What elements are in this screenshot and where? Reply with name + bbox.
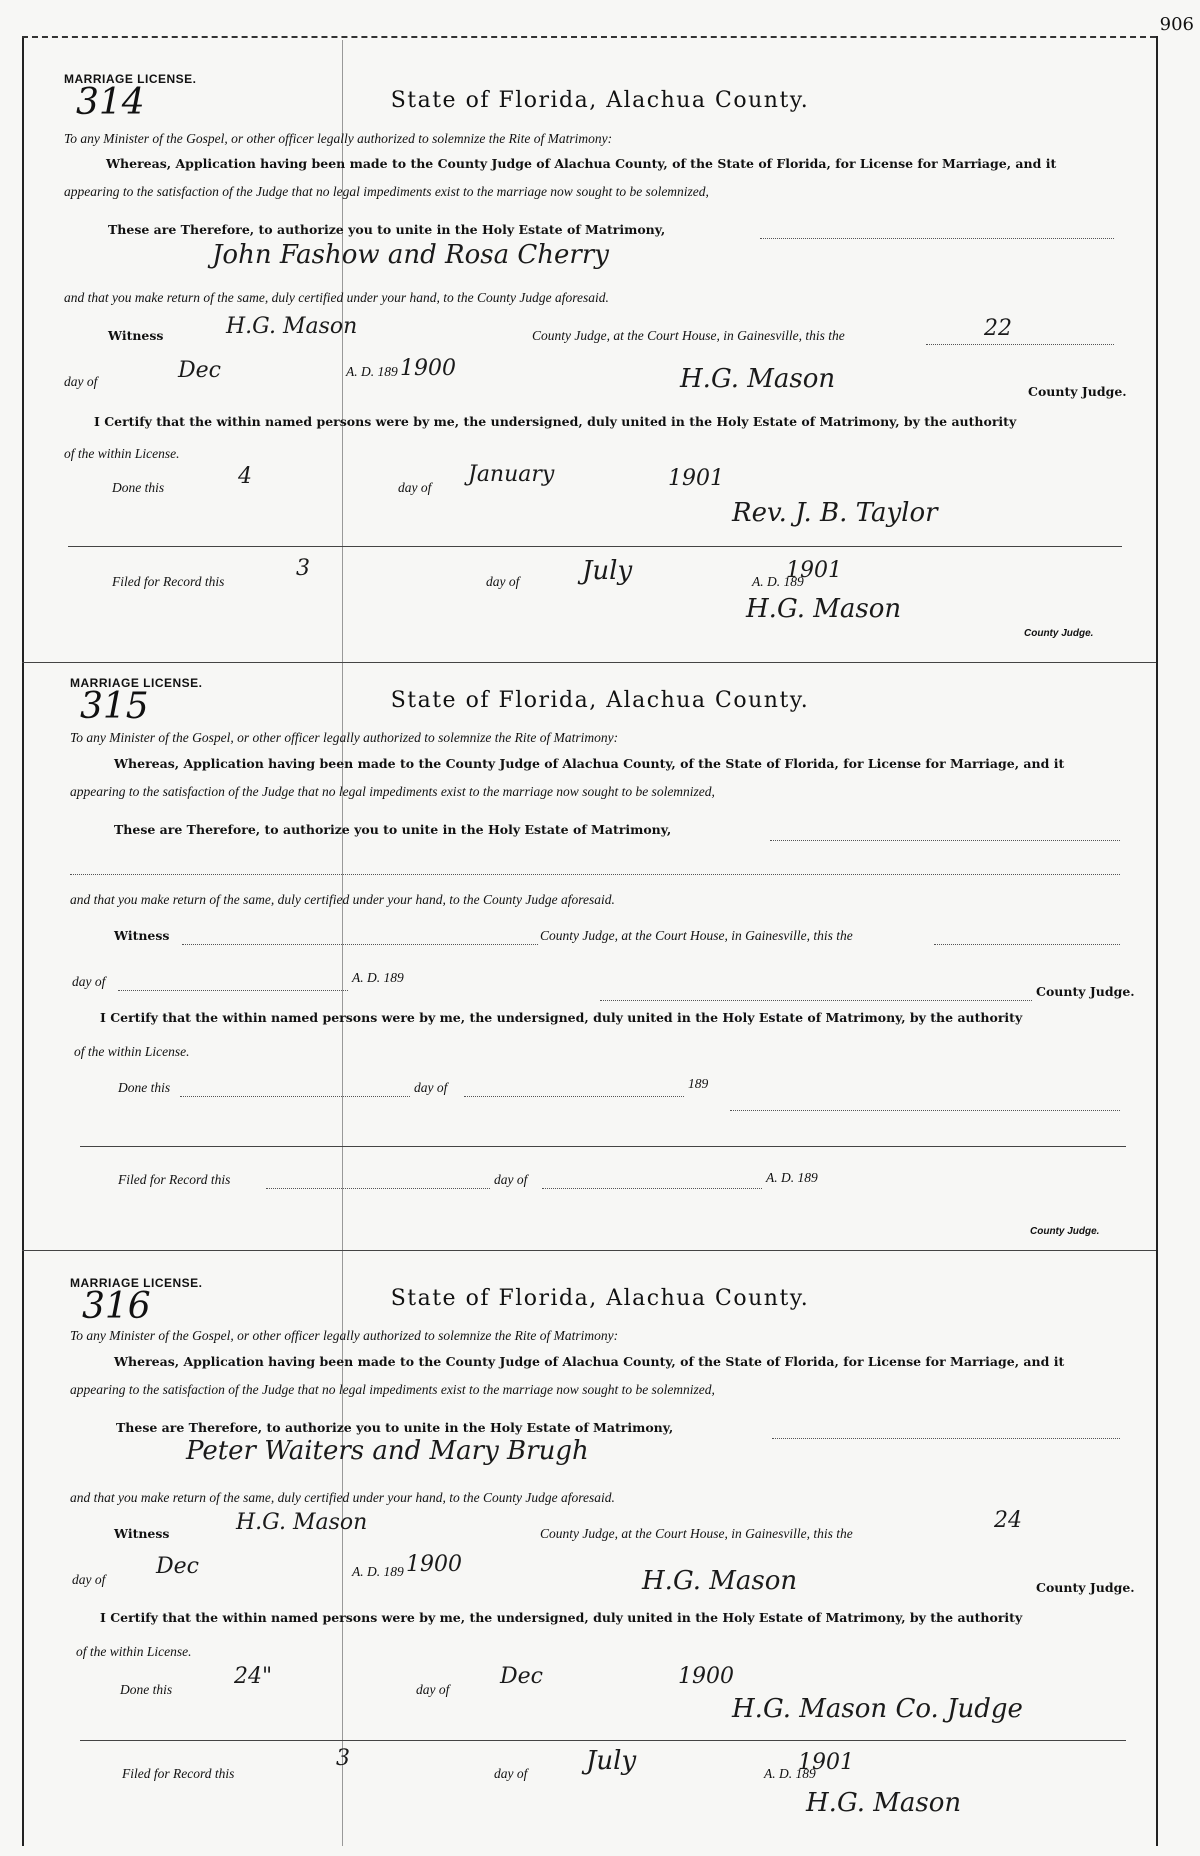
county-judge-label: County Judge.: [1036, 984, 1135, 999]
filed-label: Filed for Record this: [112, 574, 225, 589]
ad-label: A. D. 189: [352, 1564, 404, 1579]
county-judge-line: County Judge, at the Court House, in Gainesville, this the: [540, 928, 853, 943]
issue-day: 24: [994, 1508, 1022, 1533]
issue-month: Dec: [156, 1554, 199, 1579]
filed-signature: H.G. Mason: [806, 1788, 962, 1818]
done-year: 1900: [678, 1664, 734, 1689]
county-judge-label: County Judge.: [1036, 1580, 1135, 1595]
fill-rule: [934, 944, 1120, 945]
appearing-line: appearing to the satisfaction of the Judge that no legal impediments exist to the marriage now sought to be solemnized,: [64, 184, 709, 199]
day-of-label: day of: [72, 1572, 106, 1587]
filed-ad: A. D. 189: [766, 1170, 818, 1185]
filed-signature: H.G. Mason: [746, 594, 902, 624]
within-license: of the within License.: [76, 1644, 192, 1659]
done-day: 24": [234, 1664, 273, 1689]
whereas-line: Whereas, Application having been made to the County Judge of Alachua County, of the State of Florida, for License for Marriage, and it: [106, 156, 1057, 171]
filed-label: Filed for Record this: [122, 1766, 235, 1781]
return-line: and that you make return of the same, duly certified under your hand, to the County Judge aforesaid.: [70, 1490, 615, 1505]
license-label: MARRIAGE LICENSE.: [70, 1276, 203, 1290]
fill-rule: [266, 1188, 490, 1189]
fill-rule: [542, 1188, 762, 1189]
filed-ad: A. D. 189: [752, 574, 804, 589]
license-label: MARRIAGE LICENSE.: [70, 676, 203, 690]
county-judge-small: County Judge.: [1024, 628, 1094, 639]
filed-day: 3: [296, 556, 310, 581]
county-judge-small: County Judge.: [1030, 1226, 1100, 1237]
witness-label: Witness: [114, 1526, 170, 1541]
record-divider: [80, 1740, 1126, 1741]
license-number: 316: [82, 1286, 151, 1327]
fill-rule: [180, 1096, 410, 1097]
these-are-line: These are Therefore, to authorize you to unite in the Holy Estate of Matrimony,: [114, 822, 672, 837]
issue-month: Dec: [178, 358, 221, 383]
fill-rule: [760, 238, 1114, 239]
done-this-label: Done this: [112, 480, 165, 495]
fill-rule: [730, 1110, 1120, 1111]
license-title: State of Florida, Alachua County.: [390, 88, 810, 113]
done-month: Dec: [500, 1664, 543, 1689]
done-this-label: Done this: [120, 1682, 173, 1697]
page-number: 906: [1159, 14, 1194, 35]
officiant-signature: Rev. J. B. Taylor: [732, 498, 938, 528]
judge-signature: H.G. Mason: [642, 1566, 798, 1596]
county-judge-line: County Judge, at the Court House, in Gainesville, this the: [532, 328, 845, 343]
done-189: 189: [688, 1076, 709, 1091]
filed-day: 3: [336, 1746, 350, 1771]
fill-rule: [182, 944, 538, 945]
fill-rule: [770, 840, 1120, 841]
couple-names: Peter Waiters and Mary Brugh: [186, 1436, 589, 1466]
fill-rule: [926, 344, 1114, 345]
certify-line: I Certify that the within named persons were by me, the undersigned, duly united in the Holy Estate of Matrimony, by the authority: [94, 414, 1017, 429]
whereas-line: Whereas, Application having been made to the County Judge of Alachua County, of the State of Florida, for License for Marriage, and it: [114, 1354, 1065, 1369]
address-line: To any Minister of the Gospel, or other officer legally authorized to solemnize the Rite of Matrimony:: [64, 131, 613, 146]
names-rule: [70, 874, 1120, 875]
address-line: To any Minister of the Gospel, or other officer legally authorized to solemnize the Rite of Matrimony:: [70, 730, 619, 745]
county-judge-line: County Judge, at the Court House, in Gainesville, this the: [540, 1526, 853, 1541]
fill-rule: [464, 1096, 684, 1097]
done-year: 1901: [668, 466, 724, 491]
license-title: State of Florida, Alachua County.: [390, 688, 810, 713]
these-are-line: These are Therefore, to authorize you to unite in the Holy Estate of Matrimony,: [116, 1420, 674, 1435]
within-license: of the within License.: [64, 446, 180, 461]
record-divider: [80, 1146, 1126, 1147]
done-day-of: day of: [398, 480, 432, 495]
issue-year: 1900: [406, 1552, 462, 1577]
witness-signature: H.G. Mason: [226, 314, 358, 339]
fill-rule: [772, 1438, 1120, 1439]
filed-day-of: day of: [494, 1172, 528, 1187]
license-label: MARRIAGE LICENSE.: [64, 72, 197, 86]
license-title: State of Florida, Alachua County.: [390, 1286, 810, 1311]
appearing-line: appearing to the satisfaction of the Judge that no legal impediments exist to the marriage now sought to be solemnized,: [70, 1382, 715, 1397]
witness-label: Witness: [108, 328, 164, 343]
return-line: and that you make return of the same, duly certified under your hand, to the County Judge aforesaid.: [64, 290, 609, 305]
appearing-line: appearing to the satisfaction of the Judge that no legal impediments exist to the marriage now sought to be solemnized,: [70, 784, 715, 799]
filed-month: July: [586, 1746, 637, 1776]
filed-month: July: [582, 556, 633, 586]
issue-day: 22: [984, 316, 1012, 341]
filed-day-of: day of: [494, 1766, 528, 1781]
done-month: January: [468, 462, 555, 487]
fill-rule: [600, 1000, 1032, 1001]
done-day: 4: [238, 464, 252, 489]
within-license: of the within License.: [74, 1044, 190, 1059]
done-day-of: day of: [416, 1682, 450, 1697]
license-number: 314: [76, 82, 145, 123]
top-border: [22, 36, 1156, 38]
record-divider: [68, 546, 1122, 547]
filed-day-of: day of: [486, 574, 520, 589]
witness-signature: H.G. Mason: [236, 1510, 368, 1535]
witness-label: Witness: [114, 928, 170, 943]
day-of-label: day of: [72, 974, 106, 989]
filed-label: Filed for Record this: [118, 1172, 231, 1187]
done-day-of: day of: [414, 1080, 448, 1095]
day-of-label: day of: [64, 374, 98, 389]
fill-rule: [118, 990, 348, 991]
section-divider: [22, 1250, 1156, 1251]
ad-label: A. D. 189: [352, 970, 404, 985]
fold-line: [342, 40, 343, 1846]
section-divider: [22, 662, 1156, 663]
officiant-signature: H.G. Mason Co. Judge: [732, 1694, 1023, 1724]
done-this-label: Done this: [118, 1080, 171, 1095]
issue-year: 1900: [400, 356, 456, 381]
filed-ad: A. D. 189: [764, 1766, 816, 1781]
return-line: and that you make return of the same, duly certified under your hand, to the County Judge aforesaid.: [70, 892, 615, 907]
certify-line: I Certify that the within named persons were by me, the undersigned, duly united in the Holy Estate of Matrimony, by the authority: [100, 1010, 1023, 1025]
ad-label: A. D. 189: [346, 364, 398, 379]
couple-names: John Fashow and Rosa Cherry: [212, 240, 609, 270]
these-are-line: These are Therefore, to authorize you to unite in the Holy Estate of Matrimony,: [108, 222, 666, 237]
certify-line: I Certify that the within named persons were by me, the undersigned, duly united in the Holy Estate of Matrimony, by the authority: [100, 1610, 1023, 1625]
whereas-line: Whereas, Application having been made to the County Judge of Alachua County, of the State of Florida, for License for Marriage, and it: [114, 756, 1065, 771]
filed-year: 1901: [786, 558, 842, 583]
license-number: 315: [80, 686, 149, 727]
county-judge-label: County Judge.: [1028, 384, 1127, 399]
filed-year: 1901: [798, 1750, 854, 1775]
judge-signature: H.G. Mason: [680, 364, 836, 394]
address-line: To any Minister of the Gospel, or other officer legally authorized to solemnize the Rite of Matrimony:: [70, 1328, 619, 1343]
